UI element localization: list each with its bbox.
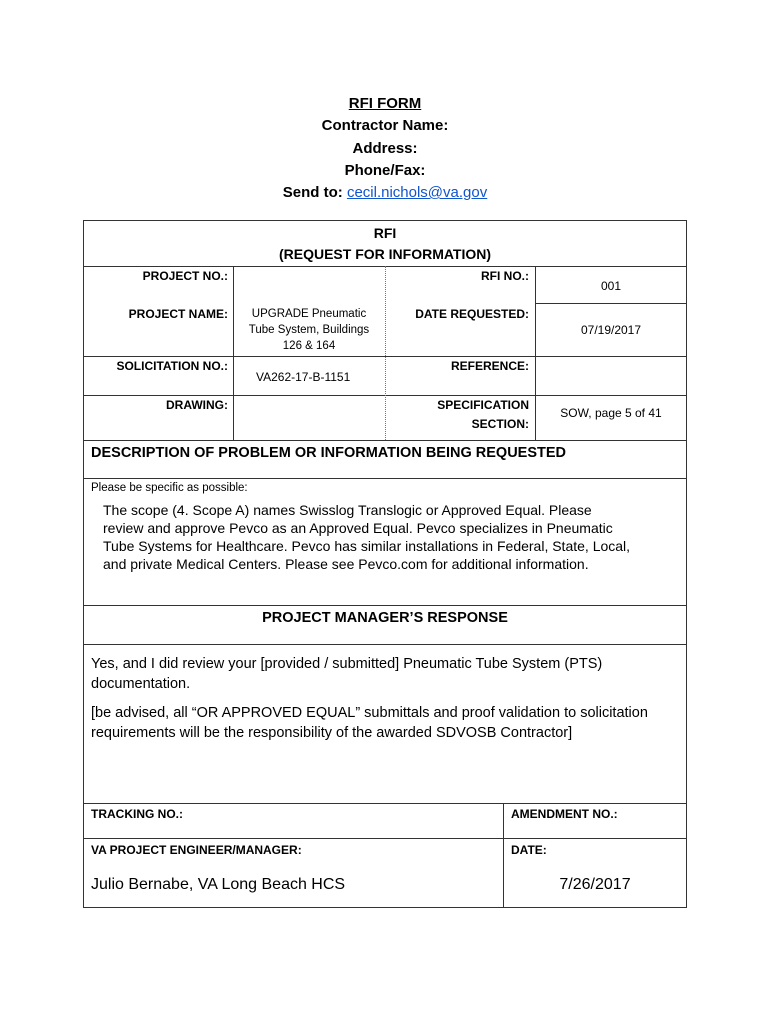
divider [83,605,687,606]
address-label: Address: [352,140,418,157]
form-title: RFI FORM [348,95,422,112]
drawing-field[interactable] [240,405,380,423]
description-line: review and approve Pevco as an Approved Equal. Pevco specializes in Pneumatic [103,520,613,536]
rfi-subtitle: (REQUEST FOR INFORMATION) [278,246,492,262]
project-no-field[interactable] [240,275,380,293]
divider [83,838,687,839]
send-to-label: Send to: [282,184,343,201]
solicitation-no-label: SOLICITATION NO.: [116,359,228,373]
project-name-line: Tube System, Buildings [248,324,370,336]
tracking-no-label: TRACKING NO.: [91,807,183,821]
project-name-line: 126 & 164 [282,340,336,352]
reference-field[interactable] [545,365,675,383]
response-line: Yes, and I did review your [provided / submitted] Pneumatic Tube System (PTS) [91,656,603,672]
description-line: The scope (4. Scope A) names Swisslog Translogic or Approved Equal. Please [103,502,592,518]
send-to-line [0,184,770,201]
divider [83,644,687,645]
drawing-label: DRAWING: [166,398,228,412]
response-heading: PROJECT MANAGER’S RESPONSE [262,610,508,626]
response-line: [be advised, all “OR APPROVED EQUAL” submittals and proof validation to solicitation [91,705,648,721]
divider [83,478,687,479]
rfi-no-value[interactable]: 001 [600,279,622,293]
project-no-label: PROJECT NO.: [142,269,228,283]
engineer-value[interactable]: Julio Bernabe, VA Long Beach HCS [91,876,346,893]
project-name-line: UPGRADE Pneumatic [251,308,367,320]
description-line: and private Medical Centers. Please see Pevco.com for additional information. [103,556,589,572]
response-line: documentation. [91,676,191,692]
rfi-title: RFI [373,225,397,241]
specification-value[interactable]: SOW, page 5 of 41 [560,406,662,420]
response-paragraph-2[interactable] [91,703,681,743]
project-name-value[interactable] [233,306,385,354]
description-text[interactable] [103,501,683,573]
divider [83,440,687,441]
specification-label-line1: SPECIFICATION [437,398,529,412]
specification-label-line2: SECTION: [471,417,529,431]
divider [535,303,687,304]
engineer-label: VA PROJECT ENGINEER/MANAGER: [91,843,302,857]
rfi-no-label: RFI NO.: [481,269,529,283]
send-to-email-link[interactable]: cecil.nichols@va.gov [346,184,488,201]
description-instruction: Please be specific as possible: [91,482,248,494]
divider [385,266,386,440]
reference-label: REFERENCE: [450,359,529,373]
description-line: Tube Systems for Healthcare. Pevco has similar installations in Federal, State, Local, [103,538,631,554]
contractor-name-label: Contractor Name: [321,117,449,134]
response-line: requirements will be the responsibility of the awarded SDVOSB Contractor] [91,725,573,741]
divider [83,803,687,804]
date-label: DATE: [511,843,547,857]
amendment-no-label: AMENDMENT NO.: [511,807,618,821]
description-heading: DESCRIPTION OF PROBLEM OR INFORMATION BEING REQUESTED [91,445,567,461]
project-name-label: PROJECT NAME: [128,307,228,321]
date-requested-value[interactable]: 07/19/2017 [580,323,642,337]
date-requested-label: DATE REQUESTED: [415,307,529,321]
phone-fax-label: Phone/Fax: [344,162,426,179]
response-paragraph-1[interactable] [91,654,681,694]
solicitation-no-value[interactable]: VA262-17-B-1151 [256,370,351,384]
date-value[interactable]: 7/26/2017 [559,876,631,893]
